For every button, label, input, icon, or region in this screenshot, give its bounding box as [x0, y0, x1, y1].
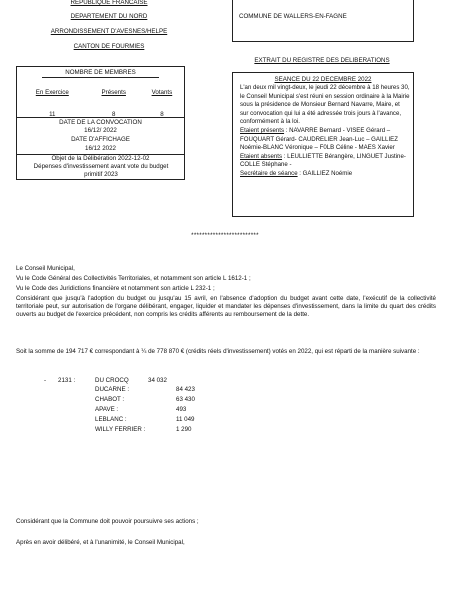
members-col-presents: Présents [101, 88, 126, 96]
members-box [16, 66, 185, 180]
absents-list: : LEULLIETTE Bérangère, LINGUET Justine- COLLE Stéphane - [240, 152, 406, 169]
seance-title: SEANCE DU 22 DECEMBRE 2022 [274, 76, 372, 83]
header-republic: REPUBLIQUE FRANCAISE [70, 0, 148, 6]
body-p4: Considérant que jusqu'à l'adoption du budget ou jusqu'au 15 avril, en l'absence d'adoption du budget avant cette date, l'exécutif de la collectivité territoriale peut, sur autorisation de l'organe délibérant, engager, liquider et mandater les dépenses d'investissement, dans la limite du quart des crédits ouverts au budget de l'exercice précédent, non compris les crédits afférents au remboursement de la dette. [16, 295, 436, 319]
extract-intro: L'an deux mil vingt-deux, le jeudi 22 décembre à 18 heures 30, le Conseil Municipal s'est réuni en session ordinaire à la Mairie sous la présidence de Monsieur Bernard Navarre, Maire, et sur convocation qui lui a été adressée trois jours à l'avance, conformément à la loi. [240, 84, 410, 126]
allocation-name: APAVE : [95, 406, 119, 413]
body-p6: Considérant que la Commune doit pouvoir poursuivre ses actions ; [16, 518, 199, 525]
commune-box [232, 0, 414, 42]
secretaire-label: Secrétaire de séance [240, 169, 298, 177]
allocation-amount: 11 049 [176, 416, 195, 423]
members-table [17, 87, 184, 119]
members-divider [17, 117, 184, 118]
header-department: DEPARTEMENT DU NORD [70, 13, 148, 20]
allocation-amount: 1 290 [176, 426, 192, 433]
allocation-amount: 34 032 [148, 377, 167, 384]
allocation-account: 2131 : [58, 377, 76, 384]
members-val-presents: 8 [112, 110, 116, 118]
extract-body [240, 84, 410, 179]
affichage-date: 16/12 2022 [85, 145, 116, 152]
allocation-name: DUCARNE : [95, 386, 130, 393]
body-p2: Vu le Code Général des Collectivités Territoriales, et notamment son article L 1612-1 ; [16, 275, 251, 282]
body-p7: Après en avoir délibéré, et à l'unanimité, le Conseil Municipal, [16, 539, 185, 546]
header-arrondissement: ARRONDISSEMENT D'AVESNES/HELPE [50, 28, 168, 35]
body-p5: Soit la somme de 194 717 € correspondant à ¼ de 778 870 € (crédits réels d'investissement) votés en 2022, qui est réparti de la manière suivante : [16, 348, 420, 355]
objet-label: Objet de la Délibération 2022-12-02 [51, 155, 150, 162]
separator: ************************* [191, 232, 259, 239]
absents-label: Etaient absents [240, 152, 283, 160]
body-p1: Le Conseil Municipal, [16, 265, 75, 272]
members-col-votants: Votants [151, 88, 173, 96]
commune-name: COMMUNE DE WALLERS-EN-FAGNE [239, 13, 347, 20]
extract-box [232, 72, 414, 217]
allocation-name: DU CROCQ [95, 377, 129, 384]
body-p3: Vu le Code des Juridictions financière et notamment son article L 232-1 ; [16, 285, 215, 292]
extract-secretaire [240, 170, 410, 179]
allocation-amount: 84 423 [176, 386, 195, 393]
extract-absents [240, 153, 410, 170]
objet-description: Dépenses d'investissement avant vote du budget primitif 2023 [33, 163, 169, 178]
secretaire-name: : GAILLIEZ Noémie [297, 169, 353, 177]
presents-label: Etaient présents [240, 126, 285, 134]
header-canton: CANTON DE FOURMIES [73, 43, 145, 50]
convocation-label: DATE DE LA CONVOCATION [59, 119, 142, 126]
convocation-date: 16/12/ 2022 [84, 127, 117, 134]
members-col-exercice: En Exercice [35, 88, 69, 96]
affichage-label: DATE D'AFFICHAGE [71, 136, 130, 143]
extract-presents [240, 127, 410, 153]
extract-title: EXTRAIT DU REGISTRE DES DELIBERATIONS [254, 57, 390, 64]
members-val-exercice: 11 [49, 110, 56, 118]
allocation-bullet: - [44, 377, 47, 384]
presents-list: : NAVARRE Bernard - VISEE Gérard –FOUQUART Gérard- CAUDRELIER Jean-Luc – GAILLIEZ Noémie-BLANC Véronique – F0LB Céline - MAES Xavier [240, 126, 398, 152]
members-val-votants: 8 [160, 110, 164, 118]
allocation-amount: 493 [176, 406, 187, 413]
allocation-name: LEBLANC : [95, 416, 127, 423]
allocation-amount: 63 430 [176, 396, 195, 403]
members-title: NOMBRE DE MEMBRES [42, 69, 159, 78]
allocation-name: CHABOT : [95, 396, 125, 403]
allocation-name: WILLY FERRIER : [95, 426, 146, 433]
